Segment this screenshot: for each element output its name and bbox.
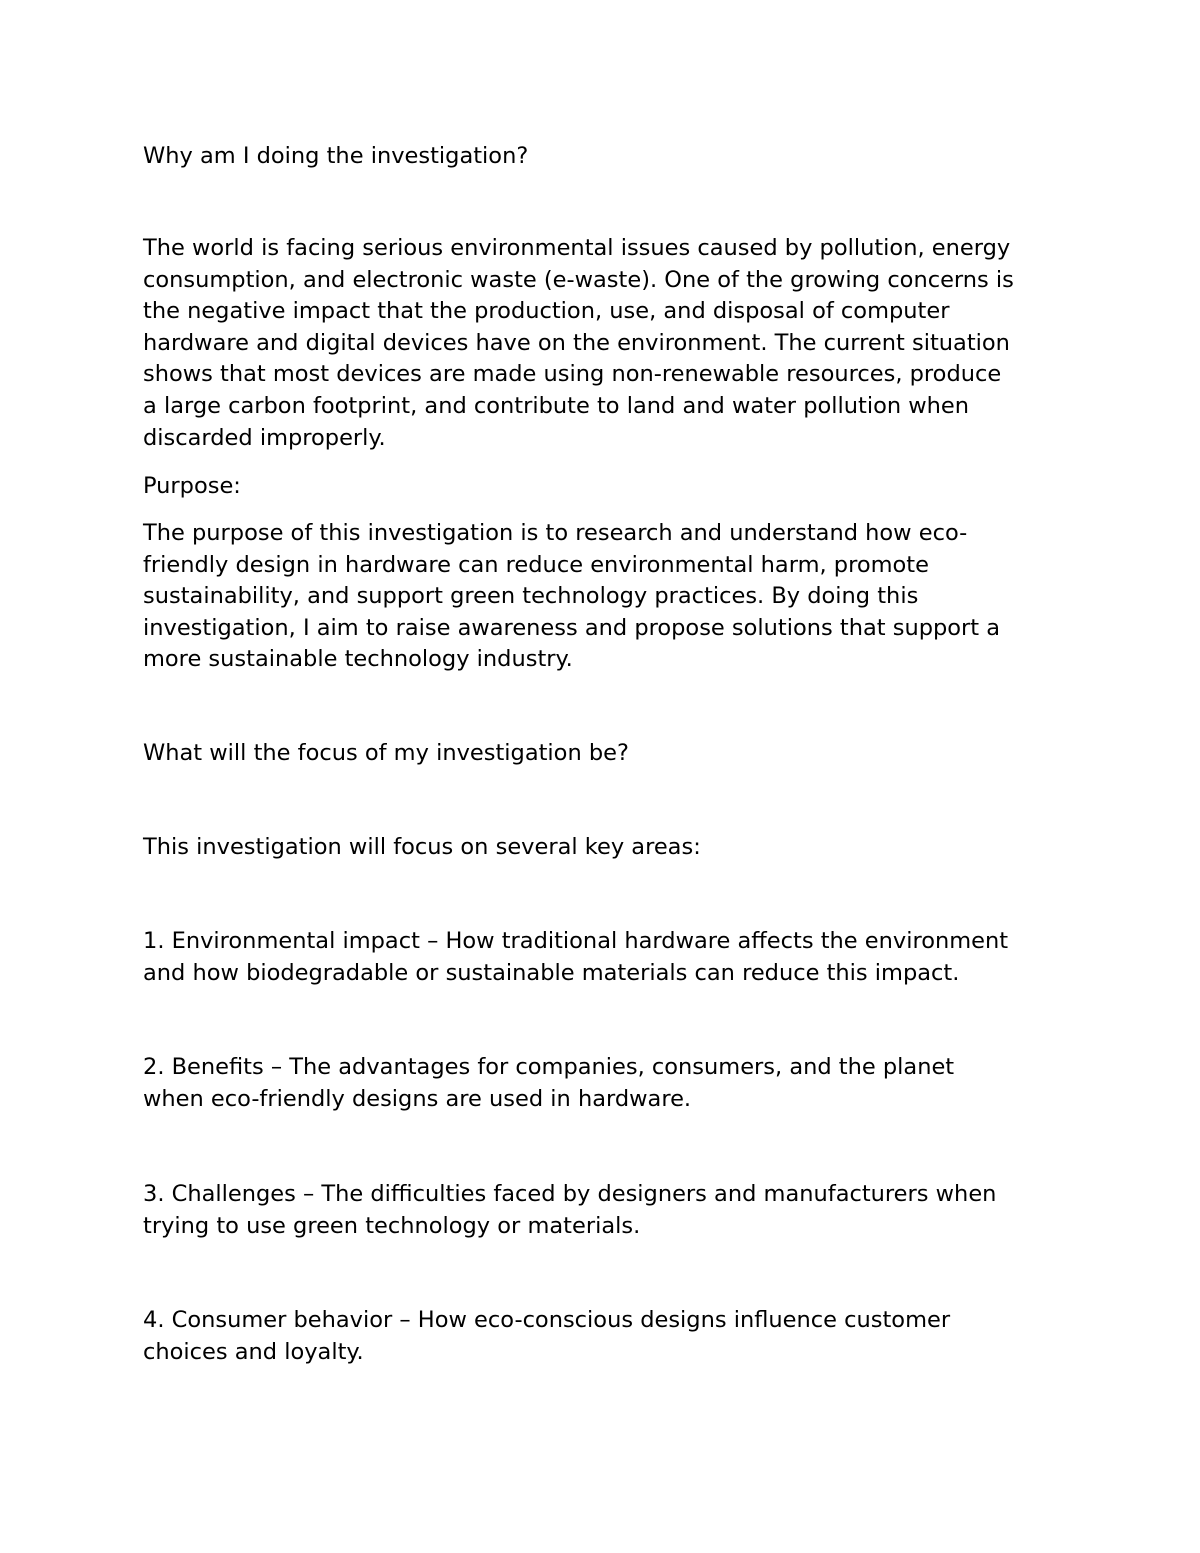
purpose-label: Purpose: [143,473,241,499]
focus-item-environmental-impact: 1. Environmental impact – How traditional hardware affects the environment and how biodegradable or sustainable materials can reduce this impact. [143,928,1009,986]
focus-item-benefits: 2. Benefits – The advantages for companies, consumers, and the planet when eco-friendly designs are used in hardware. [143,1054,955,1112]
intro-paragraph: The world is facing serious environmental issues caused by pollution, energy consumption, and electronic waste (e-waste). One of the growing concerns is the negative impact that the production, use, and disposal of computer hardware and digital devices have on the environment. The current situation shows that most devices are made using non-renewable resources, produce a large carbon footprint, and contribute to land and water pollution when discarded improperly. [143,235,1014,451]
question-focus-heading: What will the focus of my investigation be? [143,740,629,766]
focus-intro: This investigation will focus on several key areas: [143,834,701,860]
purpose-paragraph: The purpose of this investigation is to research and understand how eco- friendly design in hardware can reduce environmental harm, promote sustainability, and support green technology practices. By doing this investigation, I aim to raise awareness and propose solutions that support a more sustainable technology industry. [143,520,1001,673]
focus-item-consumer-behavior: 4. Consumer behavior – How eco-conscious designs influence customer choices and loyalty. [143,1307,951,1365]
question-why-heading: Why am I doing the investigation? [143,143,529,169]
focus-item-challenges: 3. Challenges – The difficulties faced by designers and manufacturers when trying to use green technology or materials. [143,1181,997,1239]
